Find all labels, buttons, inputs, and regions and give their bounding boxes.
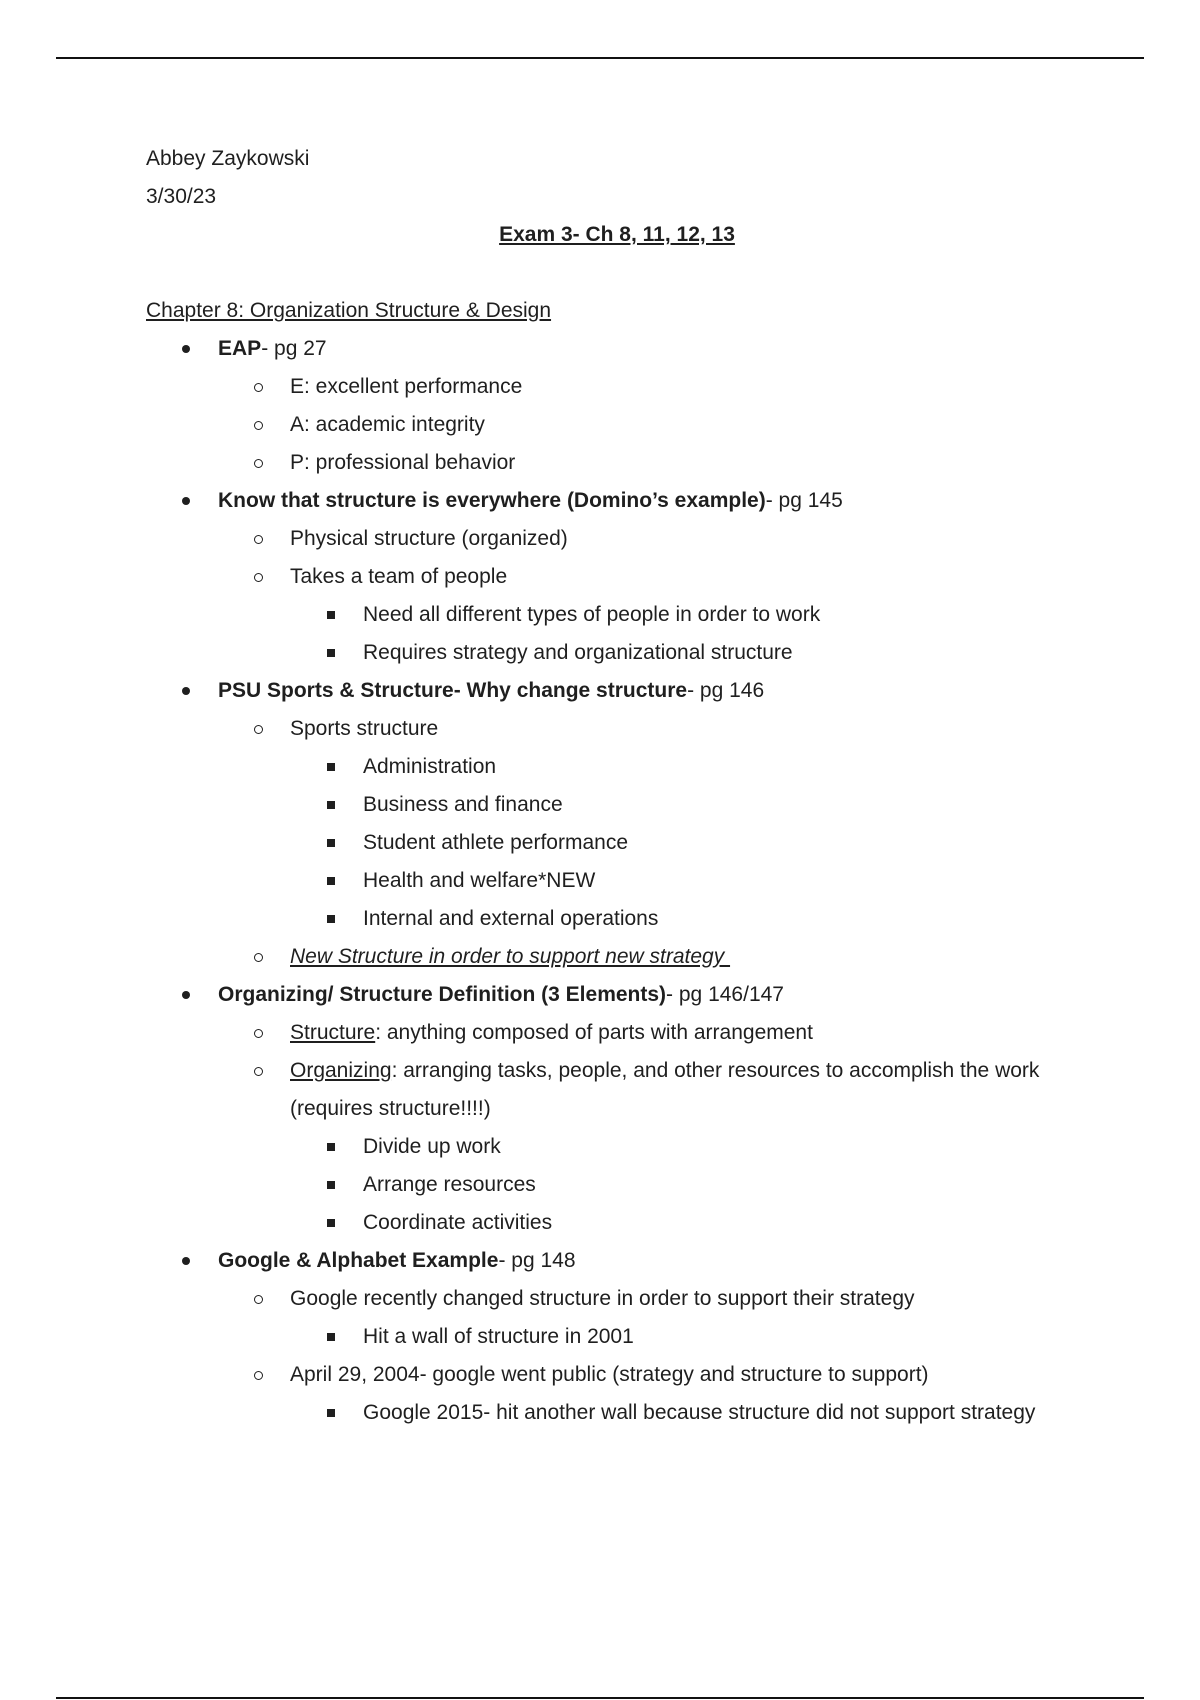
list-item xyxy=(146,1242,1126,1280)
bullet-dot-icon xyxy=(176,672,196,710)
list-item xyxy=(146,1128,1126,1166)
list-item xyxy=(146,520,1126,558)
page-title: Exam 3- Ch 8, 11, 12, 13 xyxy=(499,223,735,246)
page-ref: - pg 148 xyxy=(498,1249,576,1272)
bottom-rule xyxy=(56,1697,1144,1699)
bullet-square-icon xyxy=(321,900,341,938)
bullet-dot-icon xyxy=(176,330,196,368)
item-text: Google 2015- hit another wall because structure did not support strategy xyxy=(363,1401,1036,1424)
list-item xyxy=(146,748,1126,786)
list-item xyxy=(146,862,1126,900)
item-text: Business and finance xyxy=(363,793,563,816)
document-date: 3/30/23 xyxy=(146,185,217,208)
bullet-ring-icon xyxy=(248,520,268,558)
list-item xyxy=(146,672,1126,710)
item-heading: Google & Alphabet Example xyxy=(218,1249,499,1272)
item-text: Requires strategy and organizational structure xyxy=(363,641,793,664)
list-item xyxy=(146,482,1126,520)
bullet-ring-icon xyxy=(248,1280,268,1318)
author-name: Abbey Zaykowski xyxy=(146,147,310,170)
page-ref: - pg 27 xyxy=(261,337,327,360)
list-item xyxy=(146,1318,1126,1356)
bullet-square-icon xyxy=(321,862,341,900)
list-item xyxy=(146,938,1126,976)
document-body xyxy=(146,140,1126,1432)
list-item xyxy=(146,330,1126,368)
item-text: Health and welfare*NEW xyxy=(363,869,596,892)
item-text: Hit a wall of structure in 2001 xyxy=(363,1325,634,1348)
term: Organizing xyxy=(290,1059,392,1082)
bullet-square-icon xyxy=(321,824,341,862)
bullet-ring-icon xyxy=(248,1356,268,1394)
bullet-ring-icon xyxy=(248,1014,268,1052)
bullet-ring-icon xyxy=(248,444,268,482)
list-item xyxy=(146,558,1126,596)
bullet-square-icon xyxy=(321,1318,341,1356)
bullet-dot-icon xyxy=(176,482,196,520)
bullet-ring-icon xyxy=(248,558,268,596)
definition: : anything composed of parts with arrangement xyxy=(375,1021,813,1044)
list-item xyxy=(146,786,1126,824)
bullet-square-icon xyxy=(321,1166,341,1204)
item-heading: Organizing/ Structure Definition (3 Elements) xyxy=(218,983,667,1006)
definition: : arranging tasks, people, and other resources to accomplish the work xyxy=(391,1059,1040,1082)
item-text: New Structure in order to support new strategy xyxy=(290,945,731,968)
item-heading: Know that structure is everywhere (Domino’s example) xyxy=(218,489,766,512)
page-ref: - pg 146 xyxy=(687,679,765,702)
page-ref: - pg 146/147 xyxy=(666,983,784,1006)
item-text: P: professional behavior xyxy=(290,451,516,474)
list-item xyxy=(146,976,1126,1014)
definition: (requires structure!!!!) xyxy=(290,1097,491,1120)
blank-line xyxy=(146,254,1126,292)
item-text: Physical structure (organized) xyxy=(290,527,568,550)
bullet-ring-icon xyxy=(248,938,268,976)
list-item xyxy=(146,1052,1126,1090)
item-text: E: excellent performance xyxy=(290,375,523,398)
bullet-ring-icon xyxy=(248,406,268,444)
list-item xyxy=(146,634,1126,672)
bullet-dot-icon xyxy=(176,1242,196,1280)
bullet-square-icon xyxy=(321,786,341,824)
list-item xyxy=(146,824,1126,862)
item-text: April 29, 2004- google went public (strategy and structure to support) xyxy=(290,1363,929,1386)
list-item xyxy=(146,1014,1126,1052)
bullet-square-icon xyxy=(321,596,341,634)
item-text: Arrange resources xyxy=(363,1173,536,1196)
list-item xyxy=(146,710,1126,748)
item-text: Administration xyxy=(363,755,497,778)
bullet-ring-icon xyxy=(248,1052,268,1090)
list-item xyxy=(146,1204,1126,1242)
bullet-square-icon xyxy=(321,634,341,672)
item-text: Internal and external operations xyxy=(363,907,659,930)
bullet-square-icon xyxy=(321,1128,341,1166)
list-item xyxy=(146,1394,1126,1432)
item-text: A: academic integrity xyxy=(290,413,485,436)
bullet-ring-icon xyxy=(248,368,268,406)
item-heading: PSU Sports & Structure- Why change structure xyxy=(218,679,688,702)
bullet-ring-icon xyxy=(248,710,268,748)
list-item xyxy=(146,900,1126,938)
list-item xyxy=(146,1166,1126,1204)
term: Structure xyxy=(290,1021,376,1044)
top-rule xyxy=(56,57,1144,59)
list-item xyxy=(146,406,1126,444)
item-text: Divide up work xyxy=(363,1135,501,1158)
list-item xyxy=(146,596,1126,634)
item-text: Coordinate activities xyxy=(363,1211,553,1234)
bullet-dot-icon xyxy=(176,976,196,1014)
item-text: Google recently changed structure in order to support their strategy xyxy=(290,1287,915,1310)
item-text: Student athlete performance xyxy=(363,831,629,854)
page-ref: - pg 145 xyxy=(765,489,843,512)
list-item xyxy=(146,1280,1126,1318)
item-heading: EAP xyxy=(218,337,262,360)
item-text: Need all different types of people in order to work xyxy=(363,603,821,626)
bullet-square-icon xyxy=(321,748,341,786)
list-item-continuation xyxy=(146,1090,1126,1128)
bullet-square-icon xyxy=(321,1204,341,1242)
chapter-heading: Chapter 8: Organization Structure & Design xyxy=(146,299,552,322)
item-text: Sports structure xyxy=(290,717,439,740)
list-item xyxy=(146,444,1126,482)
list-item xyxy=(146,1356,1126,1394)
list-item xyxy=(146,368,1126,406)
bullet-square-icon xyxy=(321,1394,341,1432)
item-text: Takes a team of people xyxy=(290,565,508,588)
